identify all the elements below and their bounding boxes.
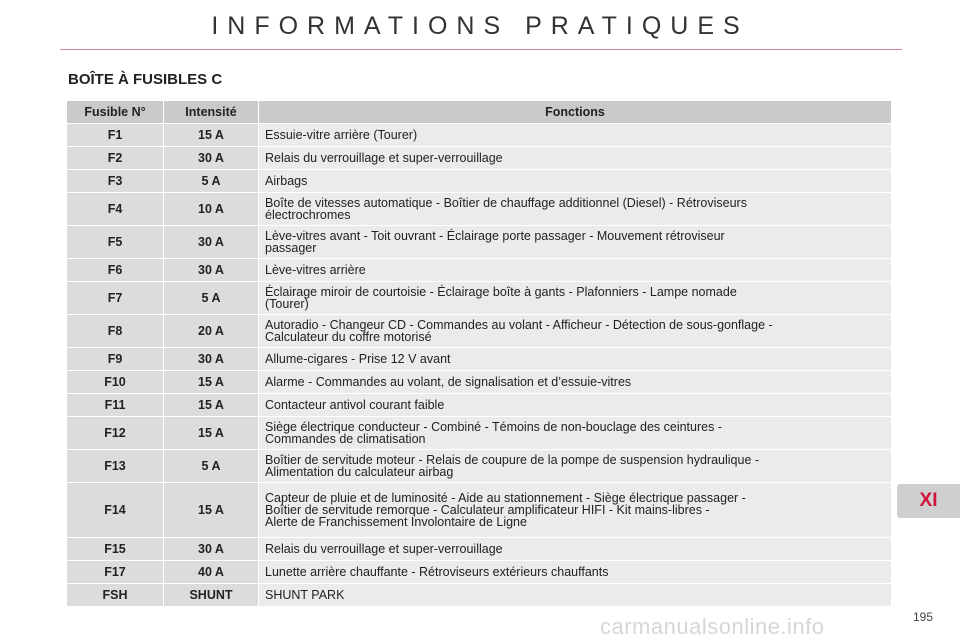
fuse-number-cell: F11 bbox=[67, 394, 164, 417]
table-row bbox=[67, 124, 892, 147]
function-line: Lève-vitres avant - Toit ouvrant - Éclairage porte passager - Mouvement rétroviseur bbox=[265, 229, 725, 243]
page-title: INFORMATIONS PRATIQUES bbox=[211, 12, 749, 40]
watermark-text: carmanualsonline.info bbox=[600, 614, 825, 639]
fuse-functions-cell bbox=[259, 170, 892, 193]
function-line: Essuie-vitre arrière (Tourer) bbox=[265, 128, 418, 142]
function-line: Airbags bbox=[265, 174, 308, 188]
fuse-functions-cell bbox=[259, 315, 892, 348]
function-line: Éclairage miroir de courtoisie - Éclairage boîte à gants - Plafonniers - Lampe nomade bbox=[265, 285, 737, 299]
function-line: Alarme - Commandes au volant, de signalisation et d’essuie-vitres bbox=[265, 375, 632, 389]
table-row bbox=[67, 348, 892, 371]
fuse-number-cell: F2 bbox=[67, 147, 164, 170]
fuse-number-cell: F9 bbox=[67, 348, 164, 371]
fuse-intensity-cell: 10 A bbox=[164, 193, 259, 226]
fuse-functions-cell bbox=[259, 124, 892, 147]
fuse-functions-cell bbox=[259, 147, 892, 170]
fuse-functions-cell bbox=[259, 226, 892, 259]
fuse-intensity-cell: 30 A bbox=[164, 259, 259, 282]
fuse-number-cell: F14 bbox=[67, 483, 164, 538]
table-row bbox=[67, 483, 892, 538]
function-line: (Tourer) bbox=[265, 297, 309, 311]
table-row bbox=[67, 226, 892, 259]
column-header-fuse: Fusible N° bbox=[67, 101, 164, 124]
table-row bbox=[67, 371, 892, 394]
title-divider bbox=[60, 49, 902, 50]
table-row bbox=[67, 147, 892, 170]
fuse-intensity-cell: 5 A bbox=[164, 450, 259, 483]
fuse-number-cell: F1 bbox=[67, 124, 164, 147]
function-line: Lève-vitres arrière bbox=[265, 263, 366, 277]
function-line: Siège électrique conducteur - Combiné - Témoins de non-bouclage des ceintures - bbox=[265, 420, 722, 434]
fuse-intensity-cell: 30 A bbox=[164, 348, 259, 371]
function-line: Boîtier de servitude moteur - Relais de coupure de la pompe de suspension hydraulique - bbox=[265, 453, 760, 467]
table-row bbox=[67, 282, 892, 315]
fuse-number-cell: F10 bbox=[67, 371, 164, 394]
function-line: Lunette arrière chauffante - Rétroviseurs extérieurs chauffants bbox=[265, 565, 609, 579]
fuse-number-cell: F5 bbox=[67, 226, 164, 259]
fuse-functions-cell bbox=[259, 538, 892, 561]
fuse-number-cell: F17 bbox=[67, 561, 164, 584]
table-row bbox=[67, 193, 892, 226]
fuse-functions-cell bbox=[259, 561, 892, 584]
fuse-intensity-cell: 30 A bbox=[164, 538, 259, 561]
fuse-table-body bbox=[67, 124, 892, 607]
table-row bbox=[67, 394, 892, 417]
function-line: Contacteur antivol courant faible bbox=[265, 398, 445, 412]
fuse-functions-cell bbox=[259, 584, 892, 607]
function-line: Alimentation du calculateur airbag bbox=[265, 465, 454, 479]
fuse-intensity-cell: 30 A bbox=[164, 147, 259, 170]
fuse-intensity-cell: 40 A bbox=[164, 561, 259, 584]
function-line: Relais du verrouillage et super-verrouillage bbox=[265, 151, 503, 165]
fuse-number-cell: F4 bbox=[67, 193, 164, 226]
fuse-intensity-cell: 15 A bbox=[164, 417, 259, 450]
section-title: BOÎTE À FUSIBLES C bbox=[68, 71, 223, 88]
chapter-label: XI bbox=[919, 490, 938, 511]
fuse-number-cell: FSH bbox=[67, 584, 164, 607]
fuse-number-cell: F8 bbox=[67, 315, 164, 348]
fuse-functions-cell bbox=[259, 282, 892, 315]
fuse-functions-cell bbox=[259, 193, 892, 226]
fuse-functions-cell bbox=[259, 417, 892, 450]
table-row bbox=[67, 538, 892, 561]
fuse-number-cell: F3 bbox=[67, 170, 164, 193]
fuse-intensity-cell: 15 A bbox=[164, 371, 259, 394]
table-row bbox=[67, 315, 892, 348]
fuse-intensity-cell: 15 A bbox=[164, 394, 259, 417]
table-row bbox=[67, 170, 892, 193]
fuse-functions-cell bbox=[259, 483, 892, 538]
fuse-intensity-cell: 5 A bbox=[164, 282, 259, 315]
function-line: Autoradio - Changeur CD - Commandes au volant - Afficheur - Détection de sous-gonflage - bbox=[265, 318, 773, 332]
fuse-table bbox=[67, 101, 892, 607]
table-row bbox=[67, 584, 892, 607]
function-line: Boîte de vitesses automatique - Boîtier de chauffage additionnel (Diesel) - Rétroviseurs bbox=[265, 196, 747, 210]
table-row bbox=[67, 561, 892, 584]
function-line: SHUNT PARK bbox=[265, 588, 345, 602]
table-row bbox=[67, 450, 892, 483]
column-header-intensity: Intensité bbox=[164, 101, 259, 124]
table-header-row bbox=[67, 101, 892, 124]
function-line: Relais du verrouillage et super-verrouillage bbox=[265, 542, 503, 556]
fuse-functions-cell bbox=[259, 348, 892, 371]
fuse-functions-cell bbox=[259, 450, 892, 483]
fuse-functions-cell bbox=[259, 259, 892, 282]
function-line: passager bbox=[265, 241, 317, 255]
fuse-intensity-cell: 5 A bbox=[164, 170, 259, 193]
fuse-number-cell: F7 bbox=[67, 282, 164, 315]
fuse-number-cell: F13 bbox=[67, 450, 164, 483]
function-line: électrochromes bbox=[265, 208, 351, 222]
fuse-intensity-cell: 20 A bbox=[164, 315, 259, 348]
fuse-functions-cell bbox=[259, 371, 892, 394]
function-line: Boîtier de servitude remorque - Calculateur amplificateur HIFI - Kit mains-libres - bbox=[265, 503, 710, 517]
column-header-functions: Fonctions bbox=[259, 101, 892, 124]
page-number: 195 bbox=[913, 610, 934, 624]
fuse-number-cell: F15 bbox=[67, 538, 164, 561]
fuse-intensity-cell: 30 A bbox=[164, 226, 259, 259]
function-line: Allume-cigares - Prise 12 V avant bbox=[265, 352, 451, 366]
fuse-intensity-cell: 15 A bbox=[164, 124, 259, 147]
table-row bbox=[67, 259, 892, 282]
function-line: Calculateur du coffre motorisé bbox=[265, 330, 432, 344]
function-line: Alerte de Franchissement Involontaire de Ligne bbox=[265, 515, 527, 529]
fuse-intensity-cell: SHUNT bbox=[164, 584, 259, 607]
fuse-number-cell: F12 bbox=[67, 417, 164, 450]
function-line: Capteur de pluie et de luminosité - Aide au stationnement - Siège électrique passager - bbox=[265, 491, 746, 505]
chapter-tab[interactable] bbox=[897, 484, 960, 518]
fuse-number-cell: F6 bbox=[67, 259, 164, 282]
function-line: Commandes de climatisation bbox=[265, 432, 426, 446]
fuse-intensity-cell: 15 A bbox=[164, 483, 259, 538]
fuse-functions-cell bbox=[259, 394, 892, 417]
table-row bbox=[67, 417, 892, 450]
